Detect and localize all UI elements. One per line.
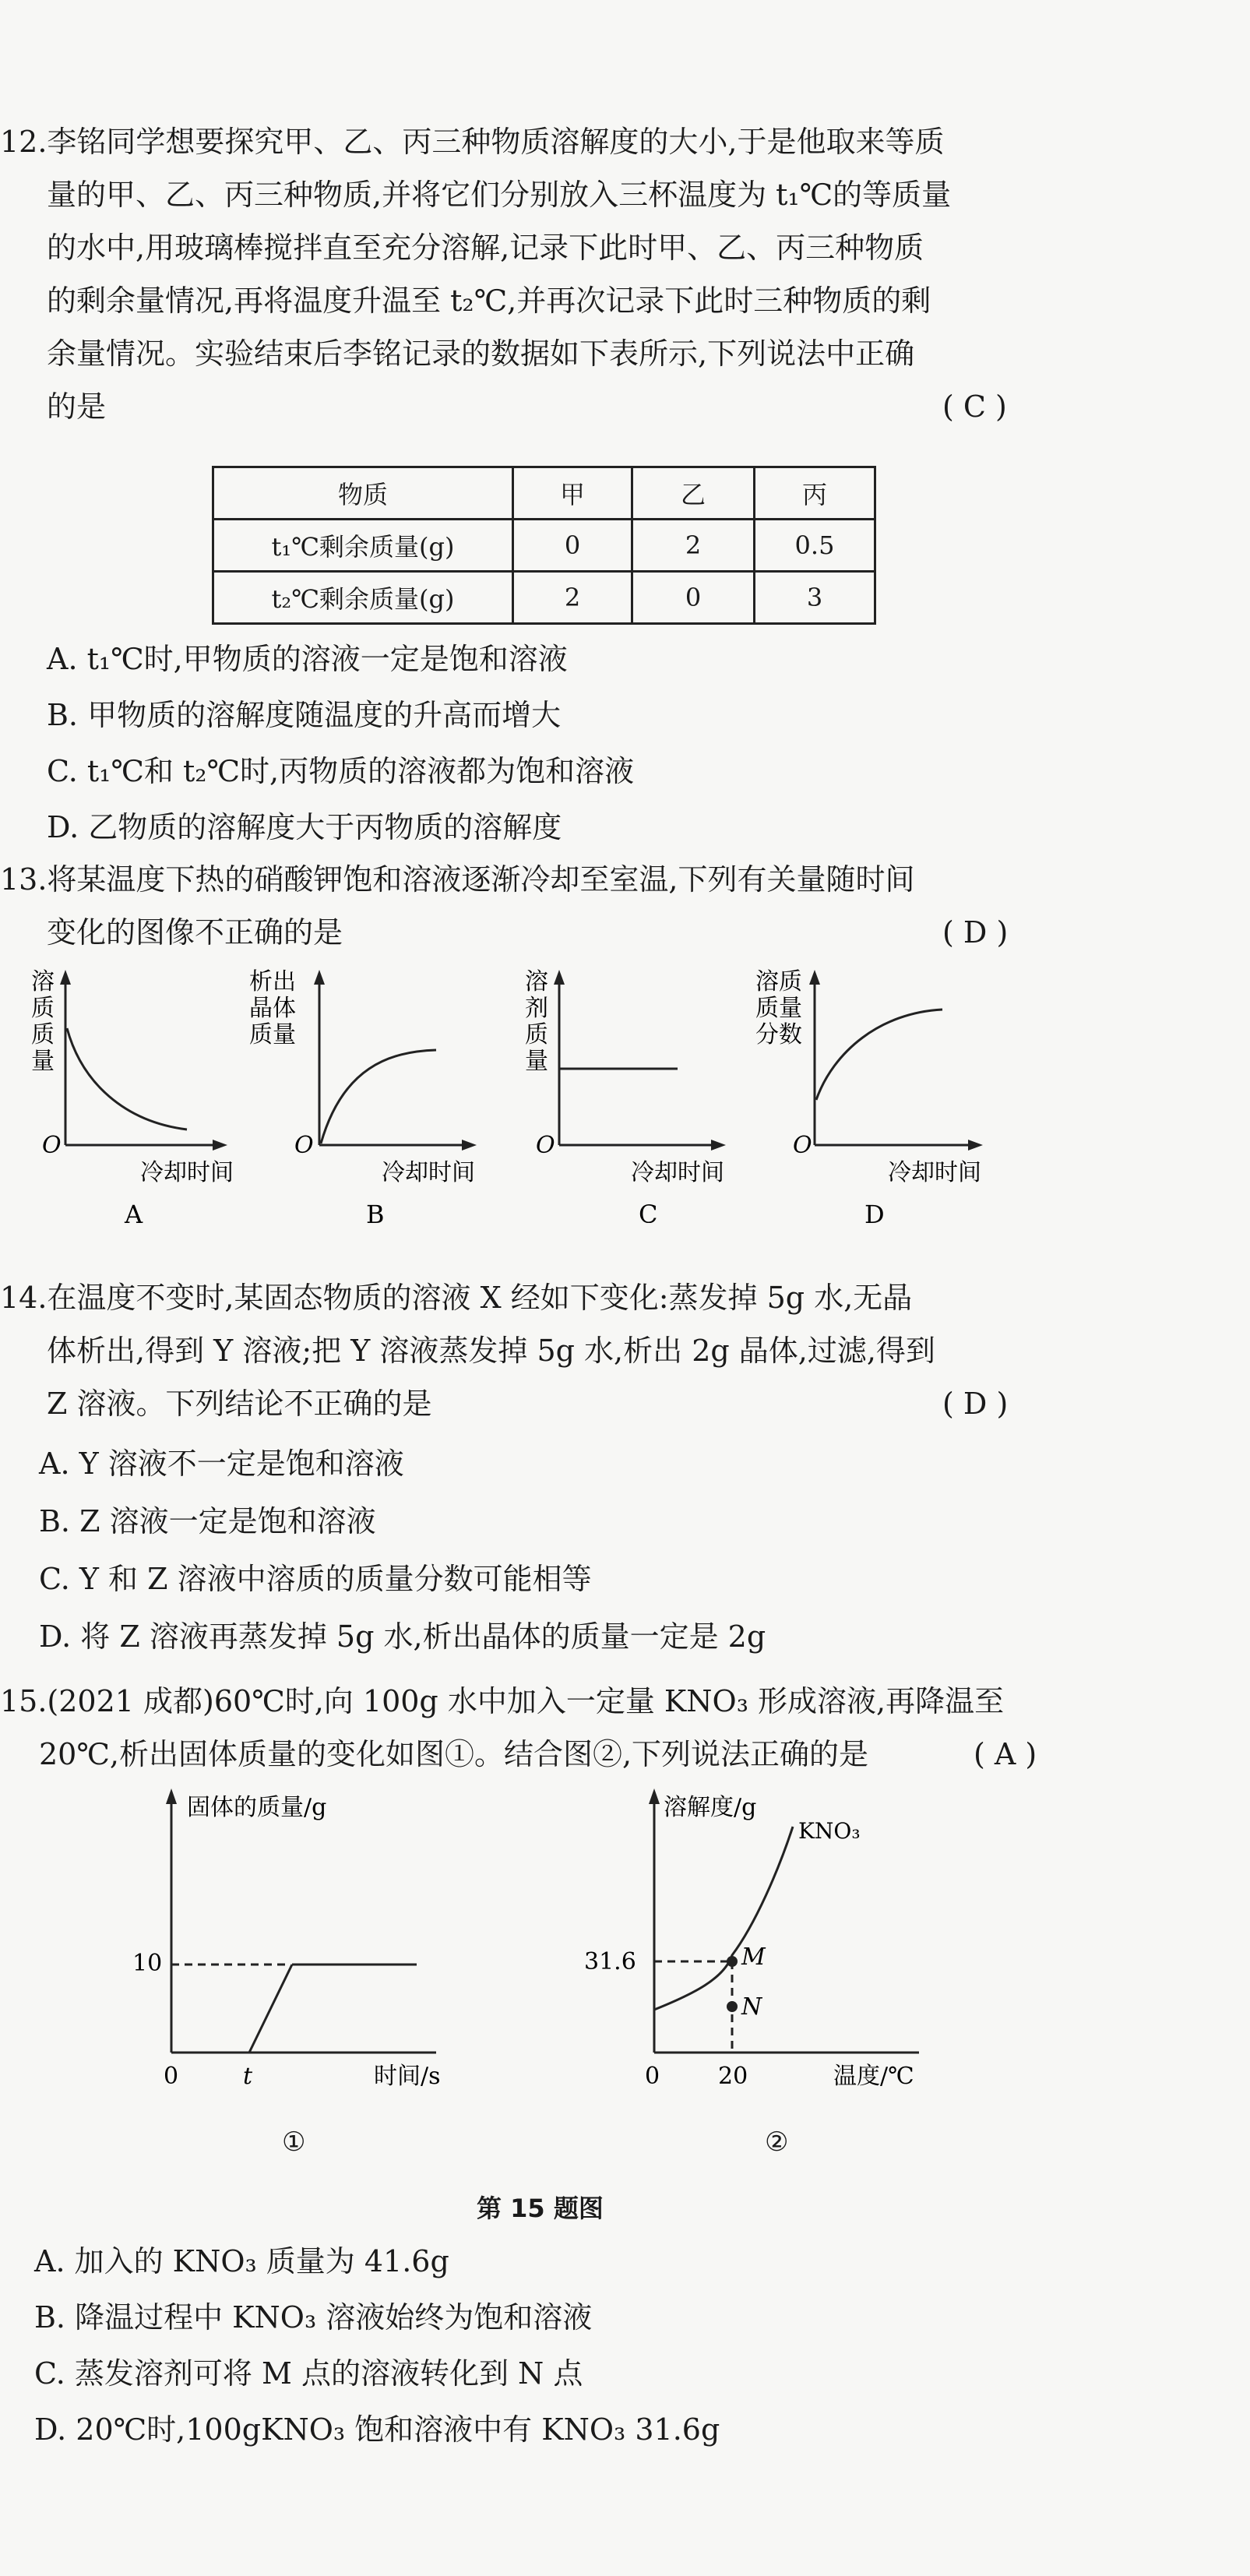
q12-line-6: 的是 [47, 389, 107, 424]
table-cell: 2 [513, 572, 632, 624]
q14-line-3: Z 溶液。下列结论不正确的是 [47, 1387, 432, 1421]
table-cell: t₁℃剩余质量(g) [213, 520, 513, 572]
q12-answer: ( C ) [942, 389, 1007, 424]
ylabel-line: 质量 [249, 1021, 296, 1048]
q13-graph-c [514, 966, 763, 1223]
q12-option-b: B. 甲物质的溶解度随温度的升高而增大 [47, 698, 562, 732]
q14-option-b: B. Z 溶液一定是饱和溶液 [39, 1504, 376, 1538]
question-14 [0, 1271, 1137, 1435]
q13-graph-d [748, 966, 1005, 1223]
table-header-cell: 丙 [755, 467, 875, 520]
fig1-ylabel: 固体的质量/g [187, 1794, 327, 1821]
q14-option-d: D. 将 Z 溶液再蒸发掉 5g 水,析出晶体的质量一定是 2g [39, 1619, 766, 1654]
ylabel-char: 溶 [31, 968, 55, 996]
graph-letter: C [639, 1200, 658, 1223]
ylabel-line: 析出 [249, 968, 296, 996]
ylabel-char: 质 [31, 995, 55, 1022]
table-header-cell: 甲 [513, 467, 632, 520]
ylabel-char: 量 [525, 1048, 548, 1075]
q15-fig1-label: ① [282, 2127, 306, 2158]
q14-option-c: C. Y 和 Z 溶液中溶质的质量分数可能相等 [39, 1562, 592, 1596]
origin-label: O [793, 1132, 812, 1159]
table-cell: 0 [632, 572, 755, 624]
q12-line-5: 余量情况。实验结束后李铭记录的数据如下表所示,下列说法中正确 [47, 337, 915, 371]
xlabel: 冷却时间 [888, 1159, 981, 1186]
xlabel: 冷却时间 [140, 1159, 234, 1186]
fig1-xlabel: 时间/s [374, 2063, 441, 2090]
origin-label: O [536, 1132, 555, 1159]
fig1-ytick: 10 [132, 1950, 163, 1977]
q13-line-1: 13.将某温度下热的硝酸钾饱和溶液逐渐冷却至室温,下列有关量随时间 [0, 862, 915, 897]
ylabel-line: 分数 [755, 1021, 802, 1048]
y-axis-arrow [809, 970, 820, 985]
table-header-cell: 乙 [632, 467, 755, 520]
graph-letter: D [864, 1200, 885, 1223]
fig2-xlabel: 温度/℃ [833, 2063, 914, 2090]
fig2-ylabel: 溶解度/g [664, 1794, 757, 1821]
q12-option-d: D. 乙物质的溶解度大于丙物质的溶解度 [47, 810, 562, 844]
q12-option-a: A. t₁℃时,甲物质的溶液一定是饱和溶液 [47, 642, 568, 676]
origin-label: O [42, 1132, 62, 1159]
xlabel: 冷却时间 [631, 1159, 724, 1186]
fig2-label-m: M [741, 1943, 766, 1971]
q15-option-b: B. 降温过程中 KNO₃ 溶液始终为饱和溶液 [34, 2300, 593, 2335]
q15-line-1: 15.(2021 成都)60℃时,向 100g 水中加入一定量 KNO₃ 形成溶液,再降温至 [0, 1684, 1005, 1718]
q12-line-3: 的水中,用玻璃棒搅拌直至充分溶解,记录下此时甲、乙、丙三种物质 [47, 231, 924, 265]
q13-line-2: 变化的图像不正确的是 [47, 915, 343, 950]
fig2-curve-label: KNO₃ [798, 1818, 861, 1844]
q13-graph-a [23, 966, 257, 1223]
xlabel: 冷却时间 [382, 1159, 475, 1186]
fig2-ytick: 31.6 [584, 1948, 636, 1975]
question-12 [0, 115, 1137, 442]
fig2-point-n [727, 2001, 738, 2012]
graph-a-ylabel [31, 968, 55, 1075]
table-cell: 3 [755, 572, 875, 624]
q12-line-1: 12.李铭同学想要探究甲、乙、丙三种物质溶解度的大小,于是他取来等质 [0, 125, 945, 159]
graph-letter: B [366, 1200, 385, 1223]
graph-b-curve [321, 1050, 436, 1144]
q15-figure-2 [576, 1784, 997, 2111]
question-13 [0, 853, 1137, 962]
q12-table [212, 466, 876, 625]
ylabel-line: 溶质 [755, 968, 802, 996]
x-axis-arrow [711, 1140, 726, 1151]
graph-letter: A [125, 1200, 143, 1223]
x-axis-arrow [968, 1140, 983, 1151]
y-axis-arrow [60, 970, 71, 985]
q12-line-2: 量的甲、乙、丙三种物质,并将它们分别放入三杯温度为 t₁℃的等质量 [47, 178, 952, 212]
ylabel-char: 剂 [525, 995, 548, 1022]
ylabel-char: 质 [525, 1021, 548, 1048]
table-row [213, 572, 875, 624]
q15-answer: ( A ) [974, 1737, 1037, 1771]
q15-option-a: A. 加入的 KNO₃ 质量为 41.6g [34, 2244, 449, 2278]
fig2-point-m [727, 1956, 738, 1967]
table-row [213, 467, 875, 520]
fig1-xtick: t [243, 2063, 253, 2090]
q15-figure-caption: 第 15 题图 [477, 2194, 604, 2223]
fig2-xtick: 20 [718, 2063, 748, 2090]
fig2-kno3-curve [654, 1827, 793, 2010]
q12-line-4: 的剩余量情况,再将温度升温至 t₂℃,并再次记录下此时三种物质的剩 [47, 284, 931, 318]
question-15 [0, 1675, 1137, 1784]
y-axis-arrow [314, 970, 325, 985]
fig2-origin: 0 [645, 2063, 660, 2090]
fig2-label-n: N [741, 1993, 762, 2021]
graph-d-curve [816, 1010, 942, 1100]
q15-figure-1 [125, 1784, 483, 2111]
q15-line-2: 20℃,析出固体质量的变化如图①。结合图②,下列说法正确的是 [39, 1737, 869, 1771]
ylabel-char: 量 [31, 1048, 55, 1075]
y-axis-arrow [649, 1788, 660, 1804]
q13-graph-b [249, 966, 498, 1223]
q13-answer: ( D ) [942, 915, 1009, 950]
q14-option-a: A. Y 溶液不一定是饱和溶液 [39, 1447, 404, 1481]
q15-option-d: D. 20℃时,100gKNO₃ 饱和溶液中有 KNO₃ 31.6g [34, 2412, 720, 2447]
q14-answer: ( D ) [942, 1387, 1009, 1421]
table-row [213, 520, 875, 572]
q12-option-c: C. t₁℃和 t₂℃时,丙物质的溶液都为饱和溶液 [47, 754, 635, 788]
fig1-origin: 0 [164, 2063, 179, 2090]
x-axis-arrow [462, 1140, 477, 1151]
q15-fig2-label: ② [765, 2127, 789, 2158]
table-header-cell: 物质 [213, 467, 513, 520]
table-cell: 2 [632, 520, 755, 572]
q14-line-1: 14.在温度不变时,某固态物质的溶液 X 经如下变化:蒸发掉 5g 水,无晶 [0, 1281, 913, 1315]
fig1-rising-line [249, 1965, 292, 2053]
table-cell: 0.5 [755, 520, 875, 572]
ylabel-char: 质 [31, 1021, 55, 1048]
x-axis-arrow [213, 1140, 227, 1151]
origin-label: O [294, 1132, 314, 1159]
ylabel-line: 质量 [755, 995, 802, 1022]
ylabel-line: 晶体 [249, 995, 296, 1022]
table-cell: 0 [513, 520, 632, 572]
q14-line-2: 体析出,得到 Y 溶液;把 Y 溶液蒸发掉 5g 水,析出 2g 晶体,过滤,得到 [47, 1334, 935, 1368]
y-axis-arrow [166, 1788, 177, 1804]
ylabel-char: 溶 [525, 968, 548, 996]
y-axis-arrow [554, 970, 565, 985]
graph-a-curve [67, 1028, 187, 1129]
q15-option-c: C. 蒸发溶剂可将 M 点的溶液转化到 N 点 [34, 2356, 583, 2391]
table-cell: t₂℃剩余质量(g) [213, 572, 513, 624]
